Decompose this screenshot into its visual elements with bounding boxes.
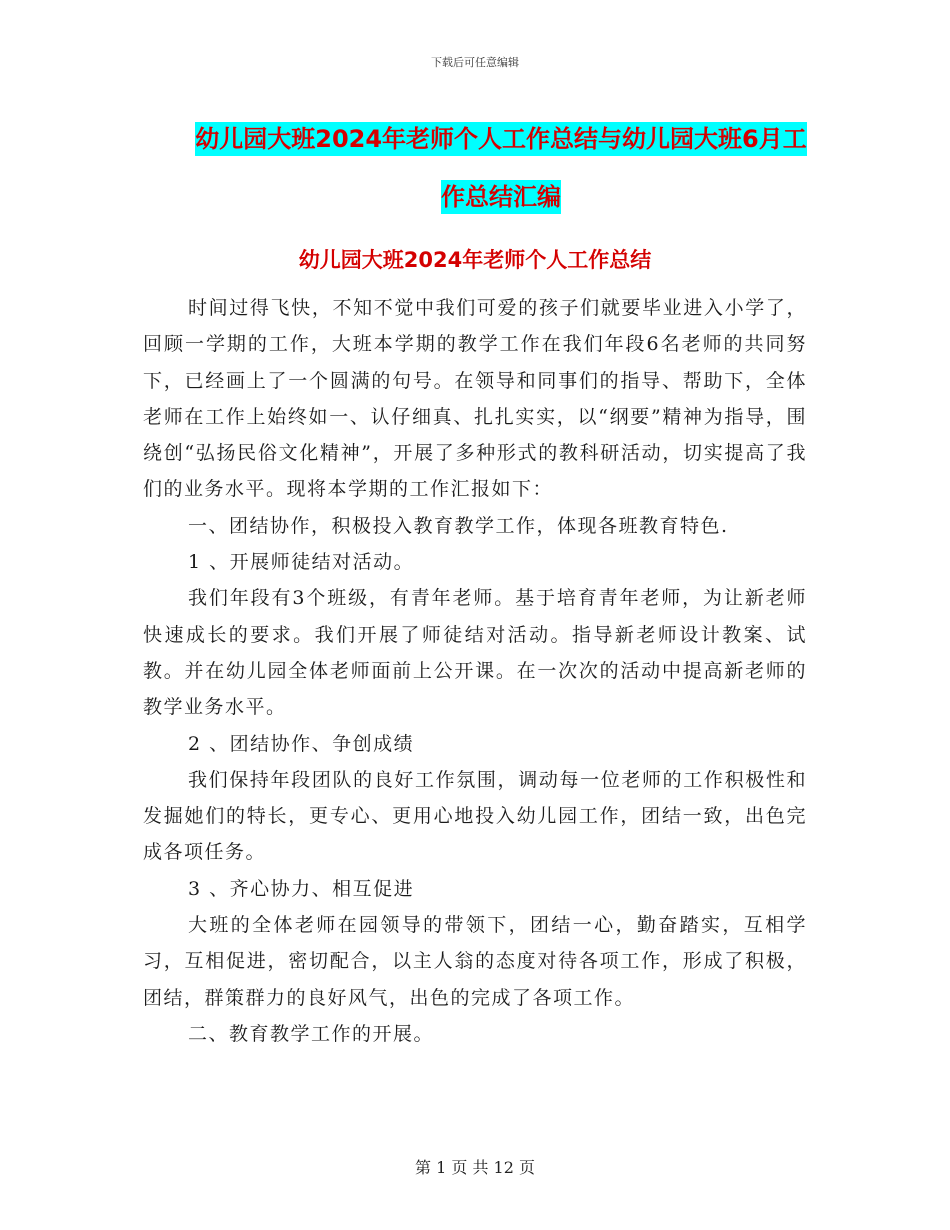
paragraph: 时间过得飞快，不知不觉中我们可爱的孩子们就要毕业进入小学了，回顾一学期的工作，大班本学期的教学工作在我们年段6名老师的共同努下，已经画上了一个圆满的句号。在领导和同事们的指导、帮助下，全体老师在工作上始终如一、认仔细真、扎扎实实，以“纲要”精神为指导，围绕创“弘扬民俗文化精神”，开展了多种形式的教科研活动，切实提高了我们的业务水平。现将本学期的工作汇报如下： <box>143 297 807 501</box>
paragraph: 我们年段有3个班级，有青年老师。基于培育青年老师，为让新老师快速成长的要求。我们开展了师徒结对活动。指导新老师设计教案、试教。并在幼儿园全体老师面前上公开课。在一次次的活动中提高新老师的教学业务水平。 <box>143 587 807 719</box>
page-number-footer: 第 1 页 共 12 页 <box>415 1158 535 1177</box>
header-note: 下载后可任意编辑 <box>431 56 519 69</box>
paragraph: 3 、齐心协力、相互促进 <box>188 877 415 900</box>
body-text <box>143 290 807 1052</box>
paragraph: 1 、开展师徒结对活动。 <box>188 551 415 574</box>
paragraph: 大班的全体老师在园领导的带领下，团结一心，勤奋踏实，互相学习，互相促进，密切配合，以主人翁的态度对待各项工作，形成了积极，团结，群策群力的良好风气，出色的完成了各项工作。 <box>143 914 807 1009</box>
paragraph: 我们保持年段团队的良好工作氛围，调动每一位老师的工作积极性和发掘她们的特长，更专心、更用心地投入幼儿园工作，团结一致，出色完成各项任务。 <box>143 768 807 864</box>
section-title: 幼儿园大班2024年老师个人工作总结 <box>298 248 652 272</box>
paragraph: 二、教育教学工作的开展。 <box>188 1022 435 1045</box>
paragraph: 一、团结协作，积极投入教育教学工作，体现各班教育特色. <box>188 514 729 537</box>
paragraph: 2 、团结协作、争创成绩 <box>188 732 415 755</box>
document-title <box>186 110 816 226</box>
document-title-text: 幼儿园大班2024年老师个人工作总结与幼儿园大班6月工作总结汇编 <box>195 122 807 214</box>
